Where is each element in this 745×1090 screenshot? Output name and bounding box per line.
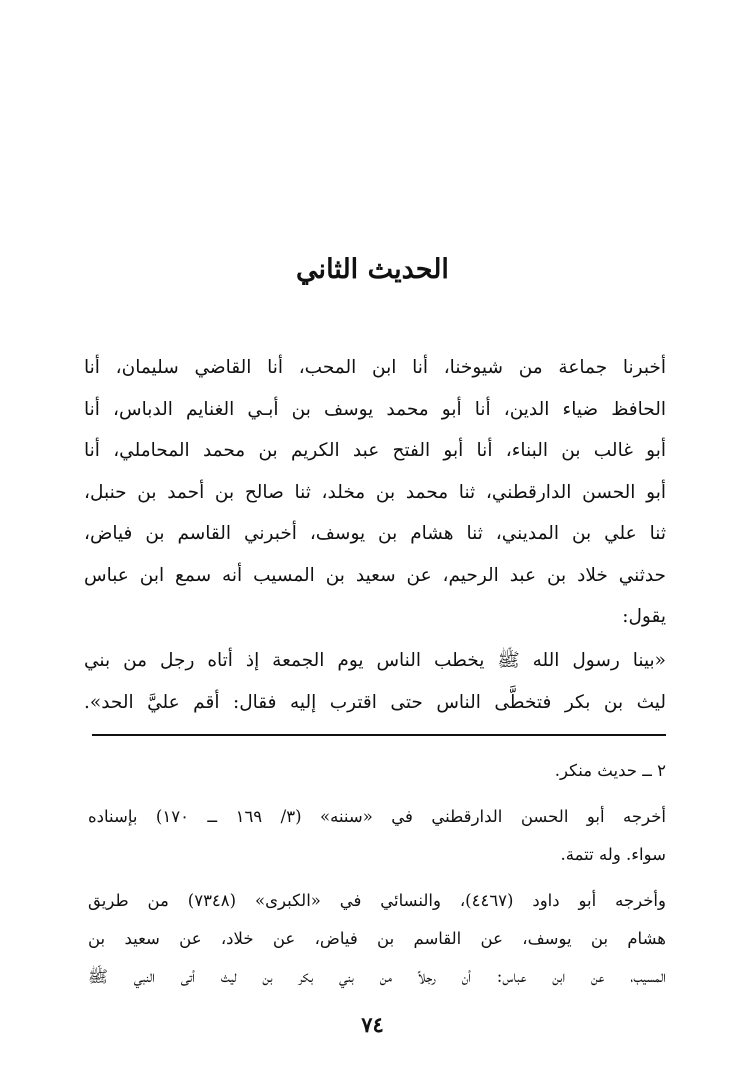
footnote-line: أخرجه أبو الحسن الدارقطني في «سننه» (٣/ ١٦٩ ــ ١٧٠) بإسناده xyxy=(88,807,666,826)
text-line: «بينا رسول الله ﷺ يخطب الناس يوم الجمعة إذ أتاه رجل من بني xyxy=(84,650,666,671)
footnote-line: المسيب، عن ابن عباس: أن رجلاً من بني بكر بن ليث أتى النبي ﷺ xyxy=(88,967,666,986)
text-line: الحافظ ضياء الدين، أنا أبو محمد يوسف بن أبـي الغنايم الدباس، أنا xyxy=(84,398,666,420)
page-number: ٧٤ xyxy=(361,1012,384,1037)
footnote-line: وأخرجه أبو داود (٤٤٦٧)، والنسائي في «الكبرى» (٧٣٤٨) من طريق xyxy=(88,891,666,910)
text-line: أبو غالب بن البناء، أنا أبو الفتح عبد الكريم بن محمد المحاملي، أنا xyxy=(84,440,666,461)
hadith-text xyxy=(84,640,666,723)
footnote-divider xyxy=(92,734,666,736)
footnotes xyxy=(88,752,666,996)
footnote-line: سواء. وله تتمة. xyxy=(560,845,666,864)
text-line: أخبرنا جماعة من شيوخنا، أنا ابن المحب، أنا القاضي سليمان، أنا xyxy=(84,357,666,378)
text-line: أبو الحسن الدارقطني، ثنا محمد بن مخلد، ثنا صالح بن أحمد بن حنبل، xyxy=(84,481,666,503)
text-line: ليث بن بكر فتخطَّى الناس حتى اقترب إليه فقال: أقم عليَّ الحد». xyxy=(84,691,666,713)
text-line: يقول: xyxy=(622,606,666,627)
page-title: الحديث الثاني xyxy=(296,254,449,285)
footnote-heading: ٢ ــ حديث منكر. xyxy=(554,761,666,780)
text-line: ثنا علي بن المديني، ثنا هشام بن يوسف، أخبرني القاسم بن فياض، xyxy=(84,523,666,544)
isnad-paragraph xyxy=(84,347,666,638)
footnote-line: هشام بن يوسف، عن القاسم بن فياض، عن خلاد، عن سعيد بن xyxy=(88,929,666,948)
text-line: حدثني خلاد بن عبد الرحيم، عن سعيد بن المسيب أنه سمع ابن عباس xyxy=(84,564,666,586)
